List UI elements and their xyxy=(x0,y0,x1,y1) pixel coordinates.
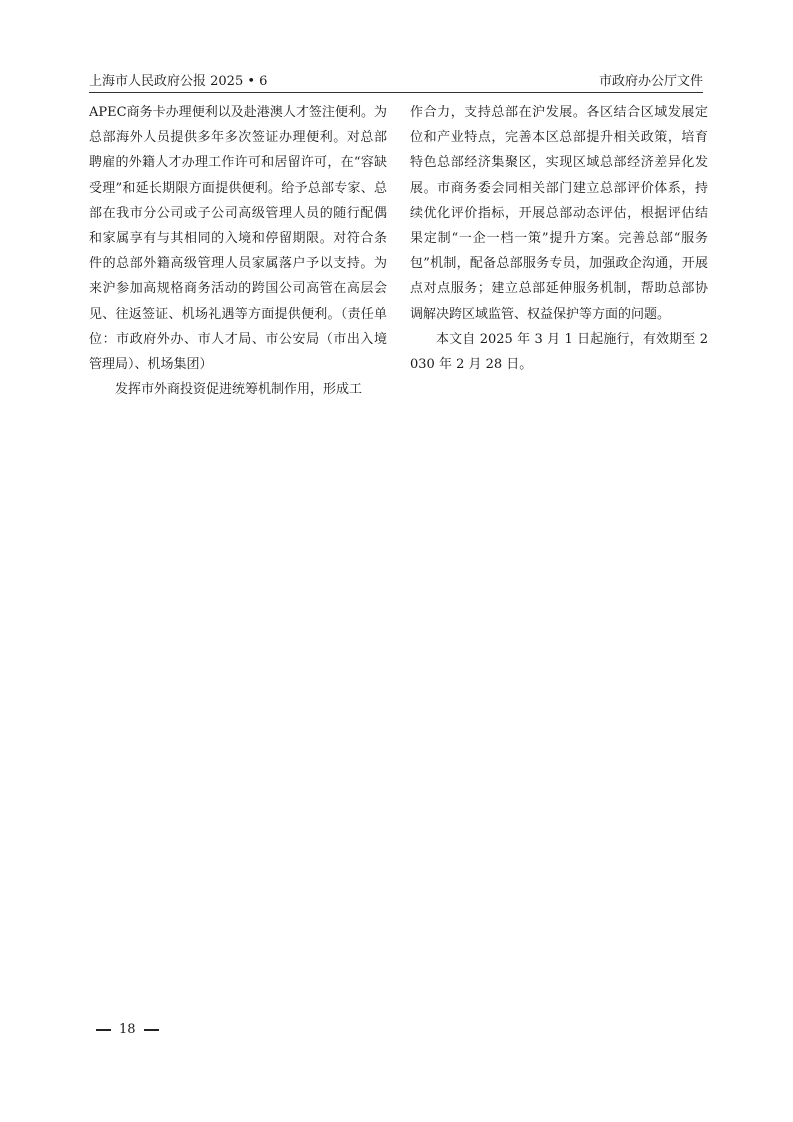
dash-right xyxy=(144,1029,159,1031)
paragraph-continued: APEC商务卡办理便利以及赴港澳人才签注便利。为总部海外人员提供多年多次签证办理便利。对总部聘雇的外籍人才办理工作许可和居留许可，在“容缺受理”和延长期限方面提供便利。给予总部专家、总部在我市分公司或子公司高级管理人员的随行配偶和家属享有与其相同的入境和停留期限。对符合条件的总部外籍高级管理人员家属落户予以支持。为来沪参加高规格商务活动的跨国公司高管在高层会见、往返签证、机场礼遇等方面提供便利。（责任单位：市政府外办、市人才局、市公安局（市出入境管理局）、机场集团） xyxy=(89,105,387,373)
page-number: 18 xyxy=(119,1022,136,1037)
header-divider xyxy=(89,92,703,93)
right-column xyxy=(410,100,708,377)
running-header xyxy=(89,70,703,92)
paragraph: 发挥市外商投资促进统筹机制作用，形成工 xyxy=(115,382,363,398)
left-column xyxy=(89,100,387,402)
document-category: 市政府办公厅文件 xyxy=(598,74,703,89)
effective-date-paragraph: 本文自 2025 年 3 月 1 日起施行，有效期至 2030 年 2 月 28 日。 xyxy=(410,331,708,373)
publication-title: 上海市人民政府公报 2025 • 6 xyxy=(89,74,268,89)
paragraph-continued: 作合力，支持总部在沪发展。各区结合区域发展定位和产业特点，完善本区总部提升相关政策，培育特色总部经济集聚区，实现区域总部经济差异化发展。市商务委会同相关部门建立总部评价体系，持续优化评价指标，开展总部动态评估，根据评估结果定制“一企一档一策”提升方案。完善总部“服务包”机制，配备总部服务专员，加强政企沟通，开展点对点服务；建立总部延伸服务机制，帮助总部协调解决跨区域监管、权益保护等方面的问题。 xyxy=(410,105,708,322)
dash-left xyxy=(96,1029,111,1031)
page-footer xyxy=(96,1022,159,1037)
